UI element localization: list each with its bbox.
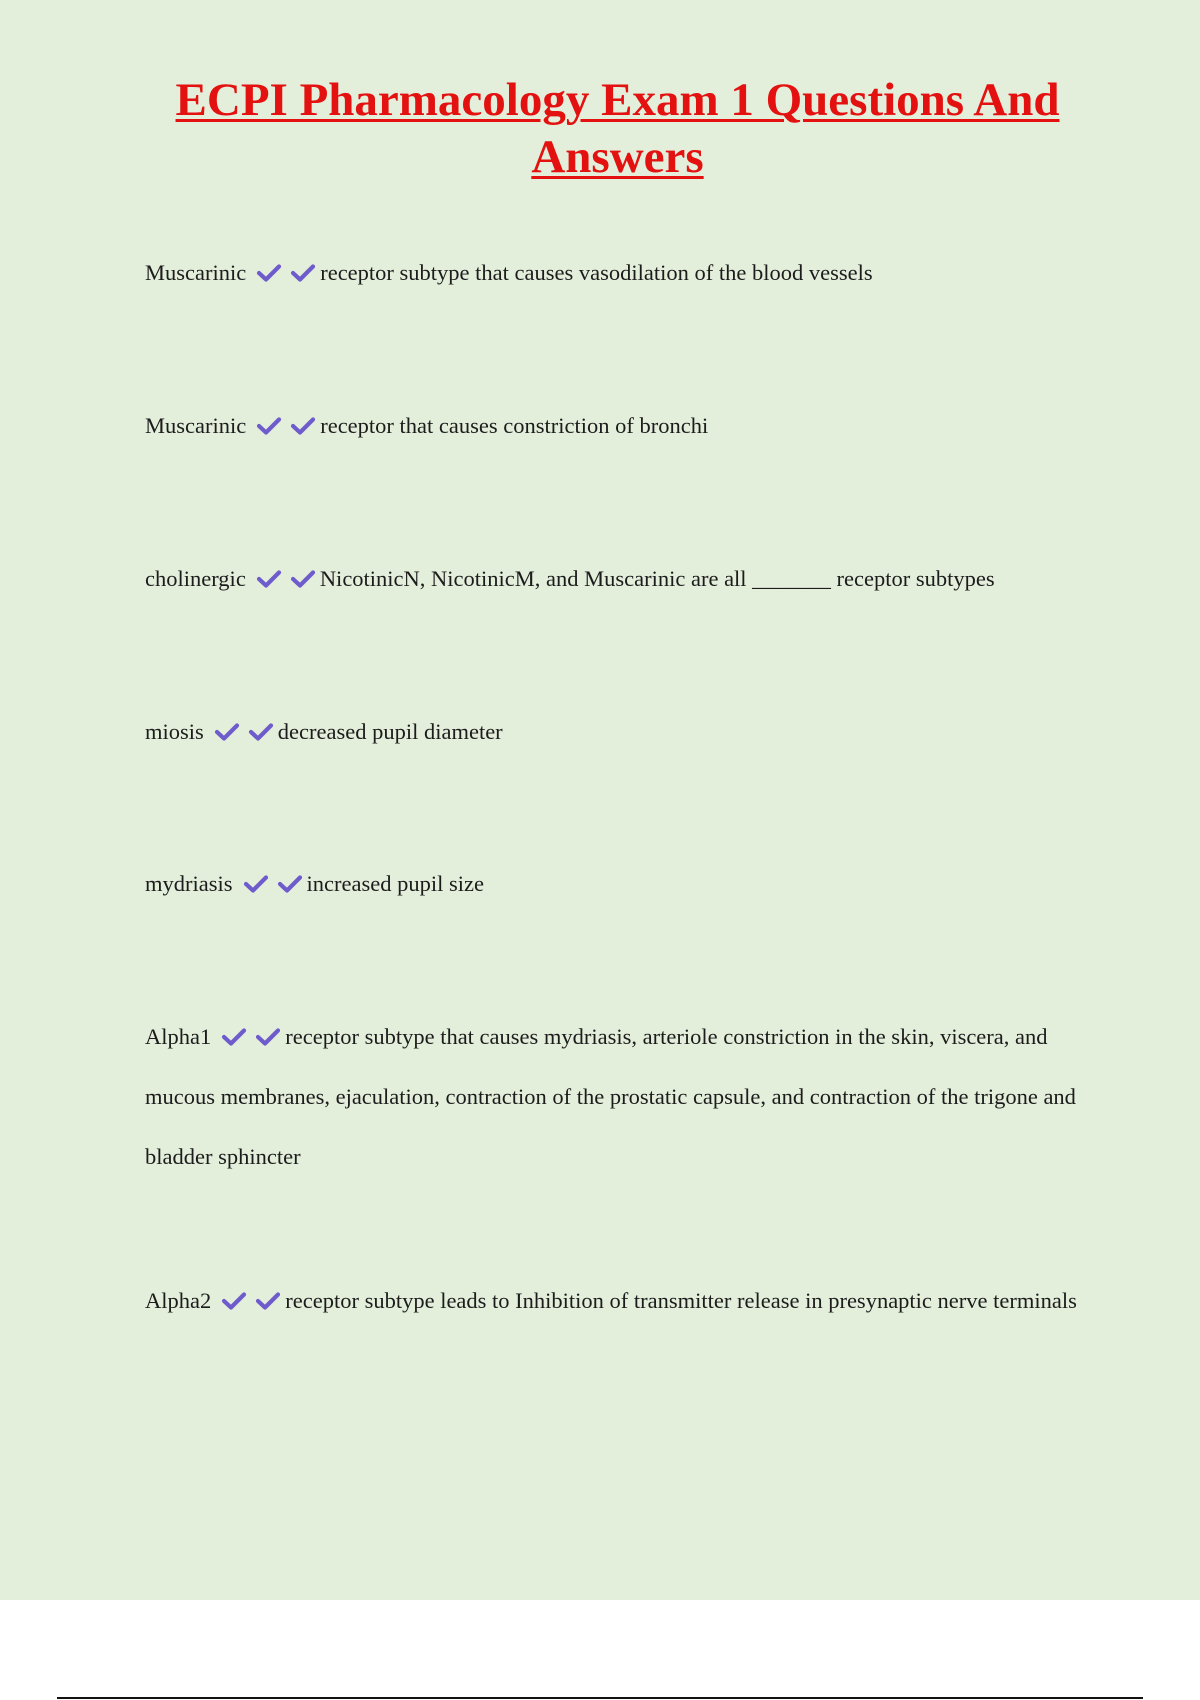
check-mark-icon: [255, 1291, 281, 1311]
entry-definition: receptor subtype that causes vasodilation of the blood vessels: [320, 260, 873, 285]
entry-definition: receptor that causes constriction of bronchi: [320, 413, 709, 438]
check-mark-icon: [255, 1027, 281, 1047]
entry-definition: decreased pupil diameter: [277, 719, 503, 744]
entry-term: mydriasis: [145, 871, 233, 896]
document-title: ECPI Pharmacology Exam 1 Questions And Answers: [175, 74, 1060, 183]
check-mark-icon: [256, 416, 282, 436]
check-mark-icon: [256, 263, 282, 283]
check-mark-icon: [290, 569, 316, 589]
qa-entry: [145, 854, 1085, 914]
qa-entry: [145, 1271, 1085, 1331]
entry-definition: increased pupil size: [306, 871, 484, 896]
qa-entry: [145, 549, 1085, 609]
entry-term: Muscarinic: [145, 260, 247, 285]
check-mark-icon: [214, 722, 240, 742]
footer-divider: [57, 1697, 1143, 1699]
entry-term: cholinergic: [145, 566, 246, 591]
check-mark-icon: [277, 874, 303, 894]
entry-term: Alpha2: [145, 1288, 212, 1313]
entry-term: miosis: [145, 719, 204, 744]
qa-entry: [145, 396, 1085, 456]
qa-entry: [145, 1007, 1085, 1187]
check-mark-icon: [290, 263, 316, 283]
entry-term: Alpha1: [145, 1024, 212, 1049]
entry-definition: receptor subtype that causes mydriasis, arteriole constriction in the skin, viscera, and mucous membranes, ejaculation, contraction of the prostatic capsule, and contraction of the trigone and bladder sphincter: [145, 1024, 1076, 1169]
check-mark-icon: [290, 416, 316, 436]
entry-term: Muscarinic: [145, 413, 247, 438]
check-mark-icon: [248, 722, 274, 742]
entry-definition: NicotinicN, NicotinicM, and Muscarinic are all _______ receptor subtypes: [319, 566, 995, 591]
qa-entry: [145, 243, 1085, 303]
qa-entry: [145, 702, 1085, 762]
check-mark-icon: [221, 1027, 247, 1047]
check-mark-icon: [256, 569, 282, 589]
check-mark-icon: [243, 874, 269, 894]
entry-definition: receptor subtype leads to Inhibition of transmitter release in presynaptic nerve terminals: [285, 1288, 1077, 1313]
check-mark-icon: [221, 1291, 247, 1311]
